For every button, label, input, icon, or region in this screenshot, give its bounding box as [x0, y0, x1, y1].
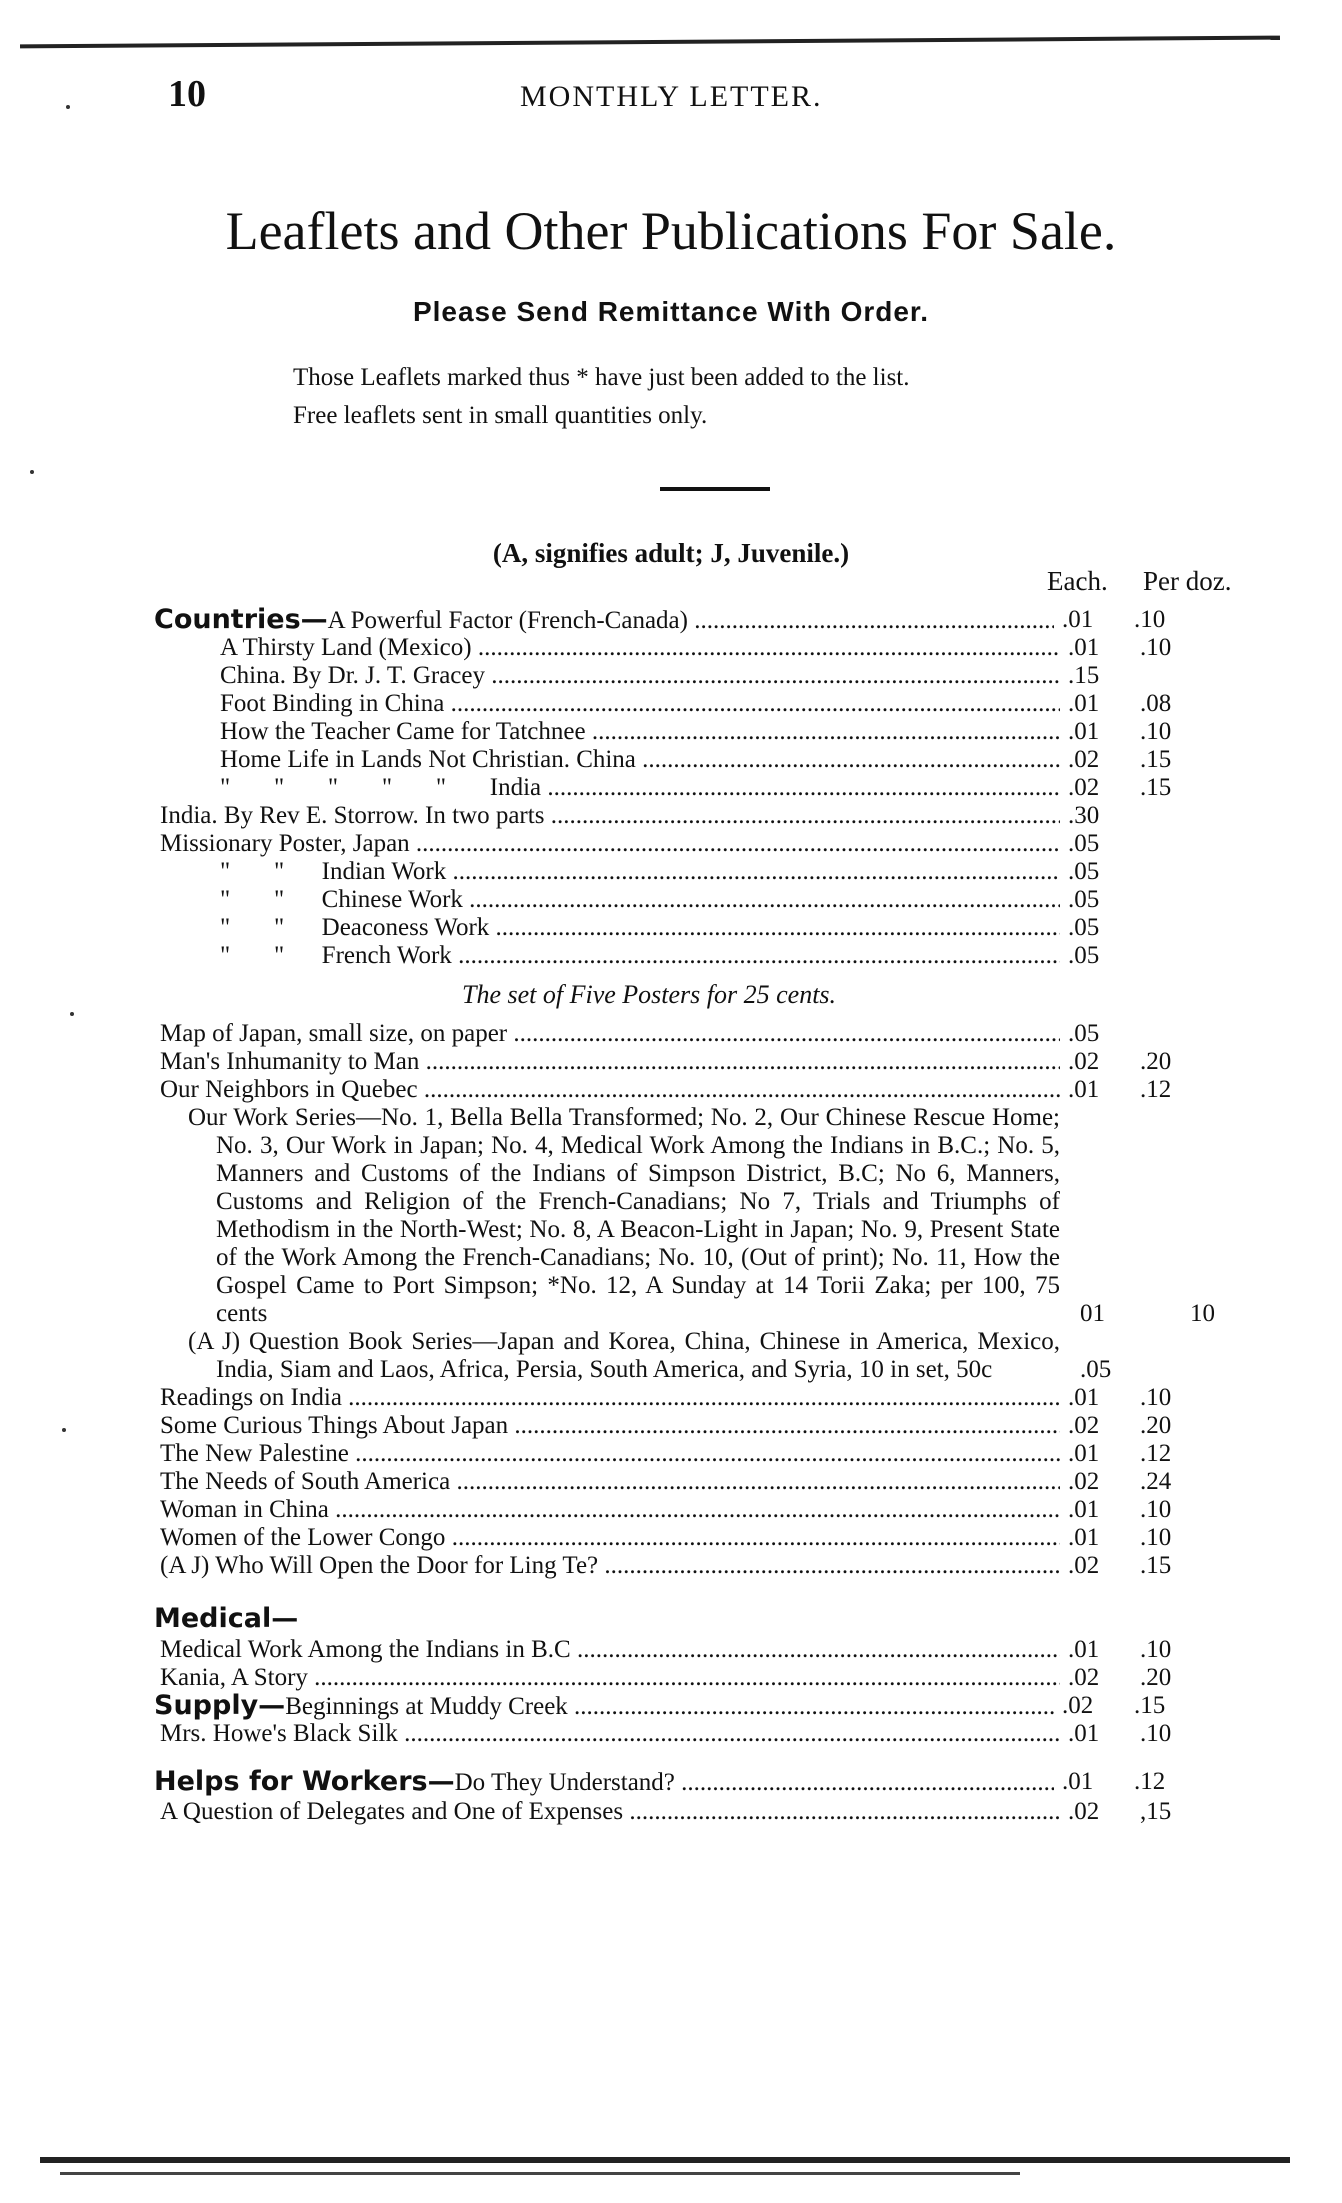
price-each: .05 [1060, 942, 1140, 970]
price-per-doz: .20 [1140, 1664, 1172, 1691]
list-item [160, 774, 1260, 802]
price-per-doz: .12 [1134, 1768, 1166, 1795]
price-per-doz: .24 [1140, 1468, 1172, 1495]
list-item [160, 1020, 1260, 1048]
list-item [160, 1076, 1260, 1104]
price-each: .02 [1060, 1798, 1140, 1826]
list-item [160, 1440, 1260, 1468]
running-title: MONTHLY LETTER. [520, 80, 823, 113]
price-per-doz: .15 [1140, 1552, 1172, 1579]
item-title: Women of the Lower Congo ..... [160, 1524, 1060, 1552]
list-item [160, 914, 1260, 942]
price-each: .02 [1060, 1552, 1140, 1580]
item-title: Man's Inhumanity to Man ..... [160, 1048, 1060, 1076]
price-per-doz: .10 [1140, 1524, 1172, 1551]
list-item [154, 606, 1260, 634]
category-heading-countries: Countries— [154, 606, 328, 635]
item-title: A Powerful Factor (French-Canada) [327, 607, 688, 634]
bottom-border-rule [60, 2172, 1020, 2175]
category-heading-medical: Medical— [154, 1603, 299, 1634]
price-each: .01 [1054, 1766, 1134, 1798]
poster-set-note: The set of Five Posters for 25 cents. [462, 980, 837, 1009]
list-item [160, 858, 1260, 886]
price-per-doz: .15 [1134, 1692, 1166, 1719]
list-item [160, 886, 1260, 914]
page-number: 10 [168, 73, 206, 115]
category-heading-supply: Supply— [154, 1692, 286, 1721]
top-border-rule [20, 36, 1280, 49]
item-title: Woman in China ..... [160, 1496, 1060, 1524]
margin-speck [66, 105, 70, 109]
list-item [160, 1468, 1260, 1496]
list-item [160, 1384, 1260, 1412]
price-per-doz: .15 [1140, 746, 1172, 773]
list-item-question-series [160, 1328, 1112, 1384]
list-item [160, 1412, 1260, 1440]
price-each: .02 [1054, 1692, 1134, 1720]
price-each: .01 [1060, 1076, 1140, 1104]
price-each: .01 [1060, 1524, 1140, 1552]
price-each: .01 [1060, 718, 1140, 746]
item-title: Missionary Poster, Japan ..... [160, 830, 1060, 858]
column-header-each: Each. [1047, 566, 1108, 596]
list-item [160, 746, 1260, 774]
item-title: Beginnings at Muddy Creek [285, 1693, 568, 1720]
price-per-doz: .10 [1140, 718, 1172, 745]
price-per-doz: .15 [1140, 774, 1172, 801]
list-item [160, 1798, 1260, 1826]
item-title: Map of Japan, small size, on paper ..... [160, 1020, 1060, 1048]
price-per-doz: .10 [1140, 1720, 1172, 1747]
price-each: .30 [1060, 802, 1140, 830]
list-item [160, 1524, 1260, 1552]
item-title: Some Curious Things About Japan ..... [160, 1412, 1060, 1440]
margin-speck [62, 1428, 66, 1432]
price-each: .02 [1060, 1664, 1140, 1692]
price-each: .02 [1060, 746, 1140, 774]
price-each: .05 [1060, 830, 1140, 858]
price-per-doz: .10 [1134, 606, 1166, 633]
list-item [160, 690, 1260, 718]
price-per-doz: .12 [1140, 1076, 1172, 1103]
price-per-doz: 10 [1190, 1300, 1215, 1327]
item-title: Home Life in Lands Not Christian. China ..... [220, 746, 1060, 774]
item-title: The New Palestine ..... [160, 1440, 1060, 1468]
page-title: Leaflets and Other Publications For Sale. [225, 201, 1117, 261]
item-title: Readings on India ..... [160, 1384, 1060, 1412]
price-each: .01 [1060, 634, 1140, 662]
item-title: " " Indian Work ..... [220, 858, 1060, 886]
item-title: How the Teacher Came for Tatchnee ..... [220, 718, 1060, 746]
price-each: .05 [1060, 858, 1140, 886]
price-each: .01 [1060, 1440, 1140, 1468]
list-item [160, 662, 1260, 690]
list-item [160, 718, 1260, 746]
price-per-doz: .12 [1140, 1440, 1172, 1467]
publication-list [154, 606, 1260, 1826]
item-title: " " French Work ..... [220, 942, 1060, 970]
item-title: Foot Binding in China ..... [220, 690, 1060, 718]
item-title: India. By Rev E. Storrow. In two parts ..... [160, 802, 1060, 830]
item-title: The Needs of South America ..... [160, 1468, 1060, 1496]
item-title: A Question of Delegates and One of Expenses ..... [160, 1798, 1060, 1826]
section-rule [660, 487, 770, 491]
list-item [154, 1692, 1260, 1720]
price-each: .01 [1060, 1636, 1140, 1664]
price-each: .01 [1060, 1496, 1140, 1524]
item-title: Medical Work Among the Indians in B.C ..... [160, 1636, 1060, 1664]
price-per-doz: .10 [1140, 1384, 1172, 1411]
list-item [160, 634, 1260, 662]
list-item [154, 1766, 1260, 1798]
price-each: .15 [1060, 662, 1140, 690]
price-each: .02 [1060, 774, 1140, 802]
list-item [160, 942, 1260, 970]
price-each: 01 [1080, 1300, 1105, 1327]
price-per-doz: .10 [1140, 1636, 1172, 1663]
legend-note: (A, signifies adult; J, Juvenile.) [492, 538, 850, 568]
list-item [160, 802, 1260, 830]
price-each: .01 [1060, 690, 1140, 718]
price-each: .05 [1060, 914, 1140, 942]
list-item [160, 1720, 1260, 1748]
list-item [160, 830, 1260, 858]
list-item-work-series [160, 1104, 1215, 1328]
item-title: " " Deaconess Work ..... [220, 914, 1060, 942]
note-line: Those Leaflets marked thus * have just been added to the list. [293, 364, 910, 391]
list-item [160, 1048, 1260, 1076]
price-per-doz: .20 [1140, 1048, 1172, 1075]
margin-speck [30, 470, 34, 474]
price-each: .05 [1060, 1020, 1140, 1048]
note-line: Free leaflets sent in small quantities only. [293, 402, 708, 429]
price-each: .01 [1054, 606, 1134, 634]
price-per-doz: .10 [1140, 634, 1172, 661]
category-heading-helps: Helps for Workers— [154, 1766, 455, 1797]
item-title: A Thirsty Land (Mexico) ..... [220, 634, 1060, 662]
margin-speck [70, 1012, 74, 1016]
price-per-doz: .08 [1140, 690, 1172, 717]
item-title: " " " " " India ..... [220, 774, 1060, 802]
page-subtitle: Please Send Remittance With Order. [412, 296, 930, 327]
price-each: .02 [1060, 1468, 1140, 1496]
price-per-doz: ,15 [1140, 1798, 1172, 1825]
price-each: .01 [1060, 1720, 1140, 1748]
item-description: (A J) Question Book Series—Japan and Korea, China, Chinese in America, Mexico, India, Siam and Laos, Africa, Persia, South America, and Syria, 10 in set, 50c [188, 1328, 1060, 1383]
price-per-doz: .20 [1140, 1412, 1172, 1439]
item-title: China. By Dr. J. T. Gracey ..... [220, 662, 1060, 690]
price-each: .05 [1060, 886, 1140, 914]
price-each: .02 [1060, 1412, 1140, 1440]
item-title: (A J) Who Will Open the Door for Ling Te? ..... [160, 1552, 1060, 1580]
item-description: Our Work Series—No. 1, Bella Bella Transformed; No. 2, Our Chinese Rescue Home; No. 3, Our Work in Japan; No. 4, Medical Work Among the Indians in B.C.; No. 5, Manners and Customs of the Indians of Simpson District, B.C; No 6, Manners, Customs and Religion of the French-Canadians; No 7, Trials and Triumphs of Methodism in the North-West; No. 8, A Beacon-Light in Japan; No. 9, Present State of the Work Among the French-Canadians; No. 10, (Out of print); No. 11, How the Gospel Came to Port Simpson; *No. 12, A Sunday at 14 Torii Zaka; per 100, 75 cents [188, 1104, 1060, 1327]
price-each: .02 [1060, 1048, 1140, 1076]
price-each: .01 [1060, 1384, 1140, 1412]
item-title: " " Chinese Work ..... [220, 886, 1060, 914]
list-item [160, 1496, 1260, 1524]
bottom-border-rule [40, 2157, 1290, 2163]
column-header-per-doz: Per doz. [1143, 566, 1232, 596]
item-title: Mrs. Howe's Black Silk ..... [160, 1720, 1060, 1748]
list-item [160, 1664, 1260, 1692]
item-title: Kania, A Story ..... [160, 1664, 1060, 1692]
item-title: Do They Understand? [454, 1769, 675, 1796]
list-item [160, 1552, 1260, 1580]
price-per-doz: .10 [1140, 1496, 1172, 1523]
item-title: Our Neighbors in Quebec ..... [160, 1076, 1060, 1104]
list-item [160, 1636, 1260, 1664]
price-each: .05 [1080, 1356, 1112, 1383]
